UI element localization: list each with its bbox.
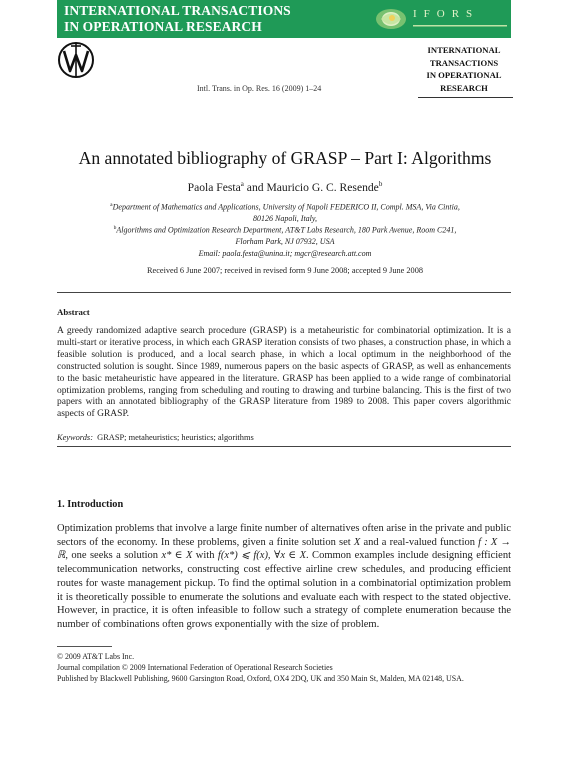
author-name: Mauricio G. C. Resende xyxy=(266,180,379,194)
right-title-line1: INTERNATIONAL xyxy=(427,45,501,55)
intro-text: and a real-valued function xyxy=(360,536,479,548)
compilation-line: Journal compilation © 2009 International Federation of Operational Research Societies xyxy=(57,663,333,672)
author-separator: and xyxy=(243,180,267,194)
paper-title: An annotated bibliography of GRASP – Part I: Algorithms xyxy=(78,148,492,168)
footer-rule xyxy=(57,646,112,647)
copyright-line: © 2009 AT&T Labs Inc. xyxy=(57,652,135,661)
ifors-subline xyxy=(413,24,507,30)
affiliation-line: 80126 Napoli, Italy, xyxy=(253,214,317,224)
math-expression: x* ∈ X xyxy=(161,550,193,562)
keywords-list: GRASP; metaheuristics; heuristics; algorithms xyxy=(97,433,254,442)
ifors-logo xyxy=(375,6,509,32)
affiliation-mark: a xyxy=(110,202,113,208)
abstract-heading: Abstract xyxy=(57,307,90,317)
intro-text: . Common examples include designing efficient telecommunication networks, constructing cost effective airline crew schedules, and producing efficient routes for waste management pickup. To find the optimal solution in a combinatorial optimization problem it is theoretically possible to enumerate the solutions and evaluate each with respect to the stated objective. However, in practice, it is often infeasible to follow such a strategy of complete enumeration because the number of combinations often grows exponentially with the size of problem. xyxy=(57,550,512,630)
affiliation-line: Algorithms and Optimization Research Department, AT&T Labs Research, 180 Park Avenue, Room C241, xyxy=(116,225,457,235)
affiliation-line: Florham Park, NJ 07932, USA xyxy=(235,237,335,247)
copyright-footer xyxy=(57,651,517,684)
keywords-line xyxy=(57,433,254,442)
abstract-body: A greedy randomized adaptive search procedure (GRASP) is a metaheuristic for combinatorial optimization. It is a multi-start or iterative process, in which each GRASP iteration consists of two phases, a construction phase, in which a feasible solution is produced, and a local search phase, in which a local optimum in the neighborhood of the constructed solution is sought. Since 1989, numerous papers on the basic aspects of GRASP, as well as enhancements to the basic metaheuristic have appeared in the literature. GRASP has been applied to a wide range of combinatorial optimization problems, ranging from scheduling and routing to drawing and turbine balancing. This is the first of two papers with an annotated bibliography of the GRASP literature from 1989 to 2008. This paper covers algorithmic aspects of GRASP. xyxy=(57,326,511,420)
intro-text: Optimization problems that involve a large finite number of alternatives often arise in the private and public sectors of the economy. In these problems, given a finite solution set xyxy=(57,523,511,548)
affiliation-mark: b xyxy=(113,225,117,231)
abstract-box xyxy=(57,292,511,447)
banner-journal-title xyxy=(64,3,291,34)
wiley-logo-icon xyxy=(57,40,95,80)
affiliation-line: Department of Mathematics and Applications, University of Napoli FEDERICO II, Compl. MSA, Via Cintia, xyxy=(112,202,460,212)
affiliation-b xyxy=(65,223,505,260)
header-rule xyxy=(418,97,513,98)
publisher-line: Published by Blackwell Publishing, 9600 Garsington Road, Oxford, OX4 2DQ, UK and 350 Main St, Malden, MA 02148, USA. xyxy=(57,674,464,683)
introduction-paragraph xyxy=(57,522,511,632)
intro-text: with xyxy=(192,550,218,562)
received-dates: Received 6 June 2007; received in revised form 9 June 2008; accepted 9 June 2008 xyxy=(146,266,424,275)
right-title-line3: IN OPERATIONAL xyxy=(426,70,502,80)
ifors-text: IFORS xyxy=(413,8,480,20)
banner-title-line1: INTERNATIONAL TRANSACTIONS xyxy=(64,3,291,18)
author-mark: a xyxy=(240,180,244,188)
right-title-line2: TRANSACTIONS xyxy=(429,57,499,68)
journal-citation: Intl. Trans. in Op. Res. 16 (2009) 1–24 xyxy=(197,84,322,93)
keywords-label: Keywords: xyxy=(57,433,93,442)
intro-text: , one seeks a solution xyxy=(65,550,162,562)
journal-title-right xyxy=(415,44,513,94)
math-expression: f : X → ℝ xyxy=(57,536,511,562)
email-line: Email: paola.festa@unina.it; mgcr@research.att.com xyxy=(198,249,372,259)
author-mark: b xyxy=(378,180,383,188)
ifors-globe-icon xyxy=(375,6,411,32)
math-symbol: X xyxy=(353,536,361,548)
affiliation-a xyxy=(65,200,505,225)
journal-banner xyxy=(57,0,511,38)
banner-title-line2: IN OPERATIONAL RESEARCH xyxy=(64,18,262,34)
author-line xyxy=(0,180,570,194)
section-heading: 1. Introduction xyxy=(57,499,124,510)
right-title-line4: RESEARCH xyxy=(440,82,488,93)
author-name: Paola Festa xyxy=(187,180,241,194)
math-expression: f(x*) ⩽ f(x), ∀x ∈ X xyxy=(217,550,307,562)
